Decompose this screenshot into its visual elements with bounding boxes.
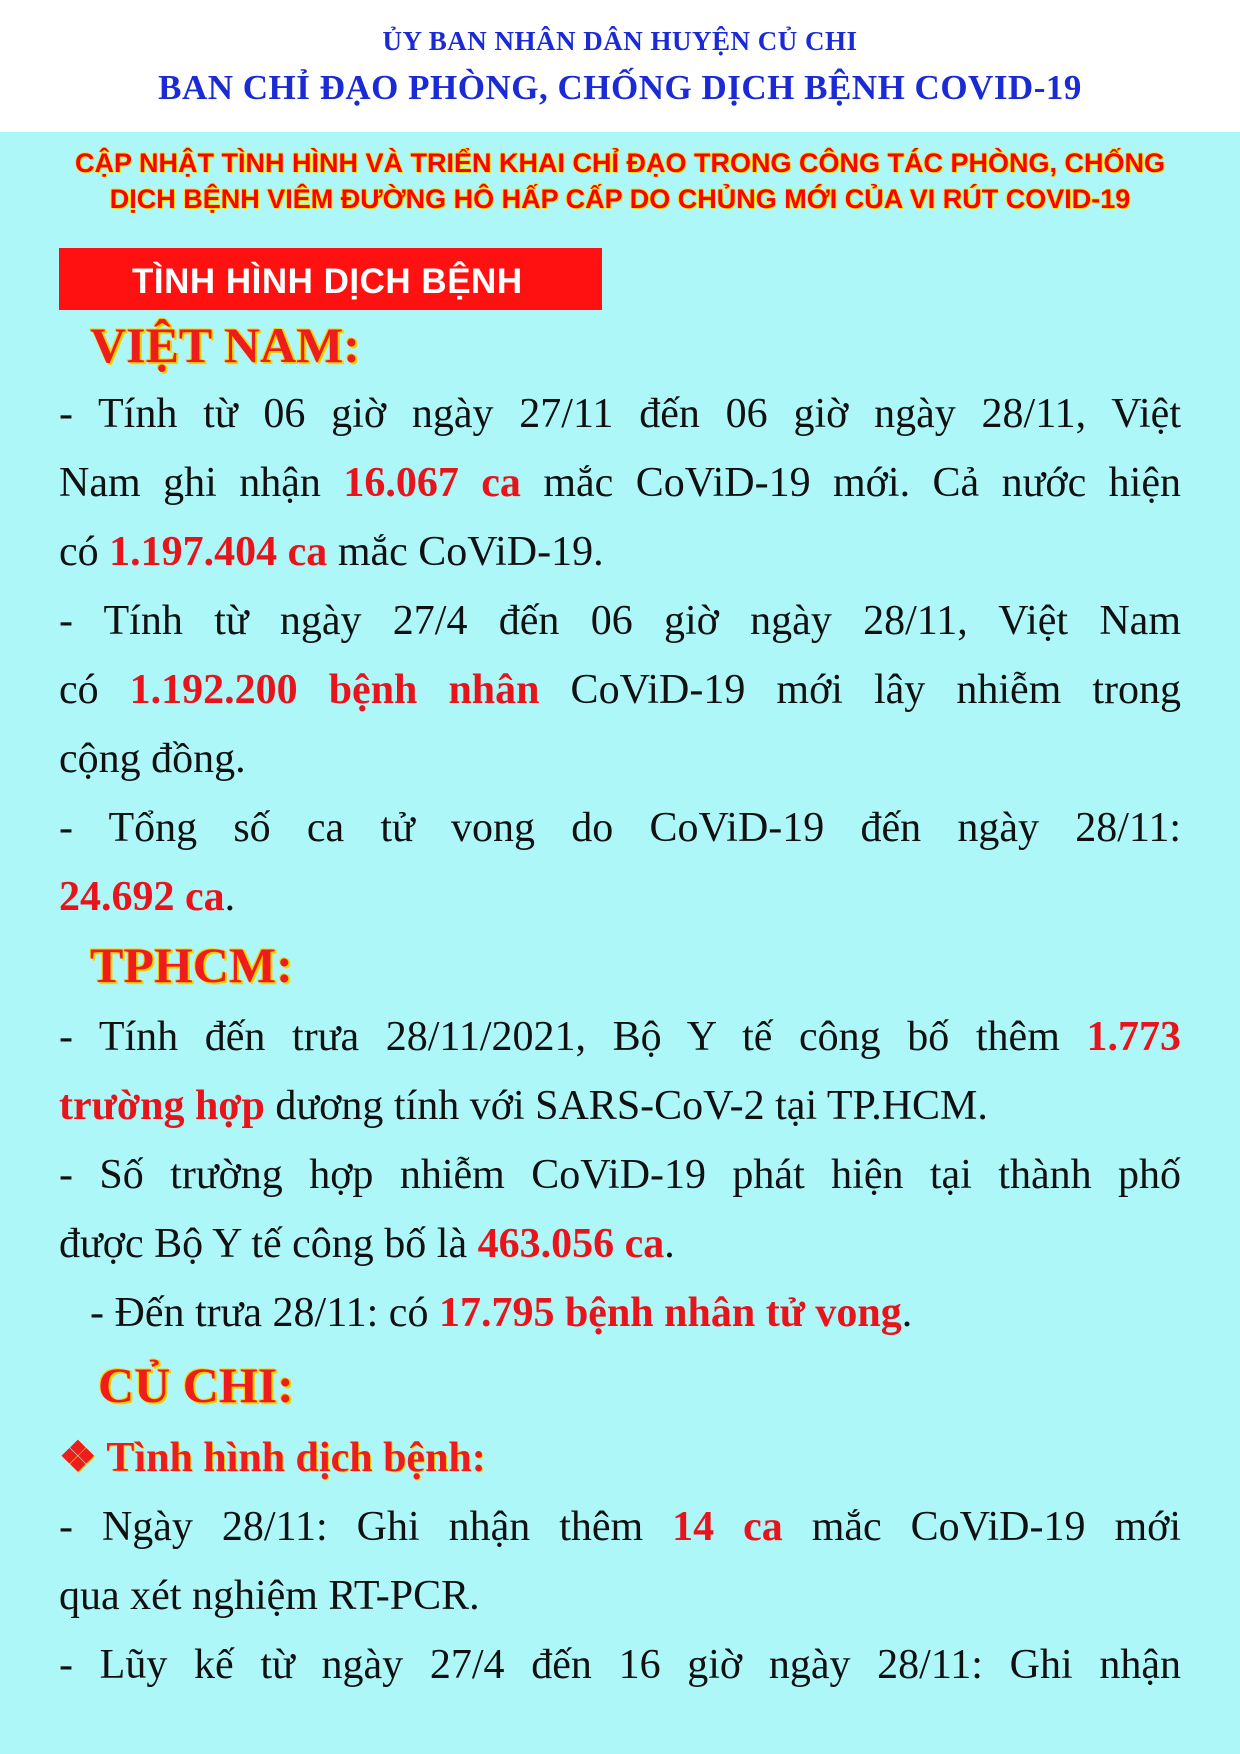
vn-p1-line3: có 1.197.404 ca mắc CoViD-19. [59, 529, 604, 575]
vn-p1-line2: Nam ghi nhận 16.067 ca mắc CoViD-19 mới. Cả nước hiện [59, 460, 1181, 506]
vn-p1-line1: - Tính từ 06 giờ ngày 27/11 đến 06 giờ ngày 28/11, Việt [59, 391, 1181, 437]
vn-p3-line2: 24.692 ca. [59, 874, 236, 920]
hcm-cases-unit: trường hợp [59, 1083, 265, 1129]
header-agency: ỦY BAN NHÂN DÂN HUYỆN CỦ CHI [382, 26, 858, 56]
vn-p2-line3: cộng đồng. [59, 736, 246, 782]
vn-p3-line1: - Tổng số ca tử vong do CoViD-19 đến ngày 28/11: [59, 805, 1181, 851]
cuchi-subheading: ❖ Tình hình dịch bệnh: [59, 1435, 486, 1481]
section-banner-label: TÌNH HÌNH DỊCH BỆNH [132, 262, 523, 301]
hcm-deaths: 17.795 bệnh nhân tử vong [438, 1290, 902, 1336]
hcm-p2-line2: được Bộ Y tế công bố là 463.056 ca. [59, 1221, 675, 1267]
hcm-p1-line2: trường hợp dương tính với SARS-CoV-2 tại TP.HCM. [59, 1083, 988, 1129]
hcm-p2-line1: - Số trường hợp nhiễm CoViD-19 phát hiện tại thành phố [59, 1152, 1181, 1198]
hcm-p1-line1: - Tính đến trưa 28/11/2021, Bộ Y tế công bố thêm 1.773 [59, 1014, 1181, 1060]
subtitle-line-2: DỊCH BỆNH VIÊM ĐƯỜNG HÔ HẤP CẤP DO CHỦNG MỚI CỦA VI RÚT COVID-19 [109, 184, 1131, 214]
cuchi-p1-line1: - Ngày 28/11: Ghi nhận thêm 14 ca mắc CoViD-19 mới [59, 1504, 1181, 1550]
cuchi-p1-line2: qua xét nghiệm RT-PCR. [59, 1573, 480, 1619]
cuchi-p2-line1: - Lũy kế từ ngày 27/4 đến 16 giờ ngày 28/11: Ghi nhận [59, 1642, 1181, 1688]
header-committee: BAN CHỈ ĐẠO PHÒNG, CHỐNG DỊCH BỆNH COVID-19 [158, 68, 1082, 107]
heading-cuchi: CỦ CHI: [98, 1357, 294, 1413]
vn-total-cases: 1.197.404 ca [109, 529, 328, 575]
page-header [0, 0, 1240, 132]
vn-community-patients: 1.192.200 bệnh nhân [129, 667, 540, 713]
hcm-p3-line1: - Đến trưa 28/11: có 17.795 bệnh nhân tử vong. [90, 1290, 913, 1336]
section-banner [59, 248, 602, 310]
vn-p2-line2: có 1.192.200 bệnh nhân CoViD-19 mới lây nhiễm trong [59, 667, 1181, 713]
hcm-total-cases: 463.056 ca [477, 1221, 665, 1267]
diamond-bullet-icon: ❖ [59, 1435, 97, 1481]
vn-deaths: 24.692 ca [59, 874, 225, 920]
heading-vietnam: VIỆT NAM: [90, 317, 360, 373]
hcm-new-cases: 1.773 [1086, 1014, 1181, 1060]
vn-new-cases: 16.067 ca [343, 460, 521, 506]
subtitle-line-1: CẬP NHẬT TÌNH HÌNH VÀ TRIỂN KHAI CHỈ ĐẠO TRONG CÔNG TÁC PHÒNG, CHỐNG [74, 148, 1165, 178]
vn-p2-line1: - Tính từ ngày 27/4 đến 06 giờ ngày 28/11, Việt Nam [59, 598, 1181, 644]
cuchi-new-cases: 14 ca [672, 1504, 783, 1550]
heading-hcm: TPHCM: [90, 937, 293, 993]
